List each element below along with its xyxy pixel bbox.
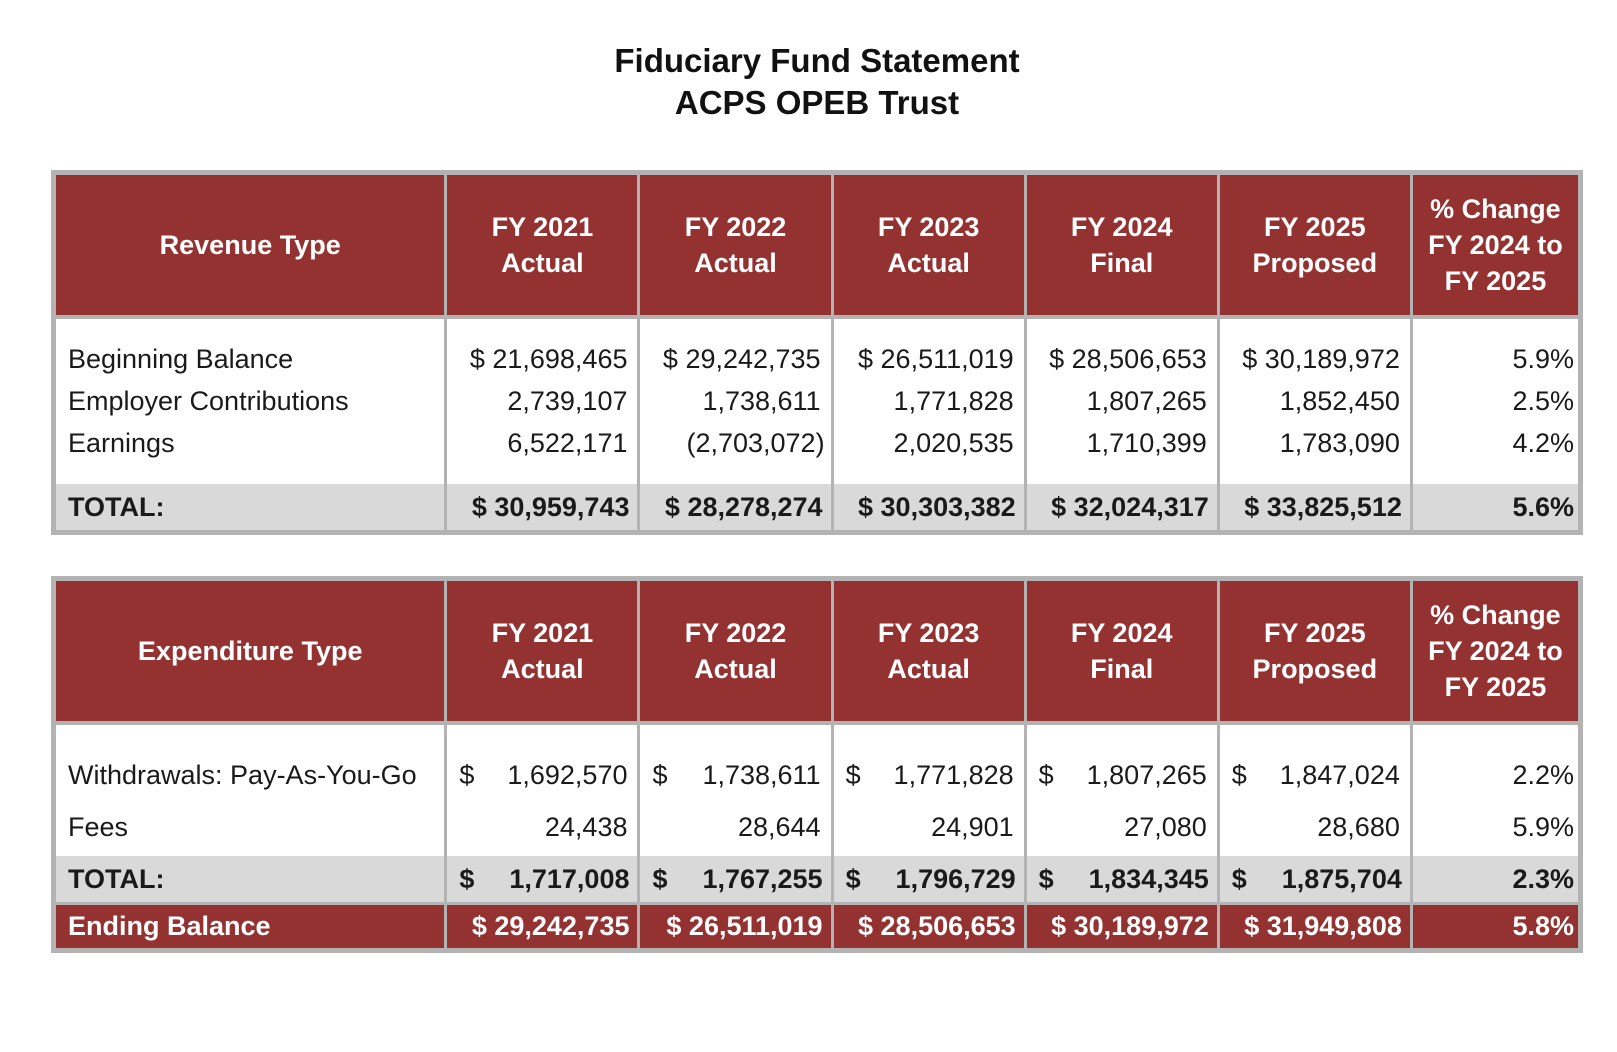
total-value: $ 1,834,345 [1027, 856, 1220, 902]
cell-value: $ 29,242,735 [640, 339, 833, 380]
col-header-fy2024: FY 2024 Final [1027, 175, 1220, 319]
total-value: $ 33,825,512 [1220, 484, 1413, 530]
table-row [56, 380, 1578, 422]
cell-value: 1,710,399 [1027, 422, 1220, 464]
dollar-sign: $ [1231, 863, 1247, 894]
dollar-sign: $ [1231, 759, 1247, 790]
cell-value: 28,644 [640, 799, 833, 856]
cell-value: $ 1,771,828 [834, 751, 1027, 799]
col-header-fy2021: FY 2021 Actual [447, 581, 640, 725]
total-value: $ 30,959,743 [447, 484, 640, 530]
cell-value: $ 1,847,024 [1220, 751, 1413, 799]
col-header-fy2021: FY 2021 Actual [447, 175, 640, 319]
ending-balance-row [56, 902, 1578, 948]
cell-value: 27,080 [1027, 799, 1220, 856]
row-label: Employer Contributions [56, 380, 447, 422]
cell-value: 2,739,107 [447, 380, 640, 422]
spacer-row [56, 464, 1578, 484]
cell-value: 2,020,535 [834, 422, 1027, 464]
total-pct: 2.3% [1413, 856, 1578, 902]
table-row [56, 339, 1578, 380]
total-label: TOTAL: [56, 856, 447, 902]
cell-pct: 5.9% [1512, 812, 1574, 842]
col-header-pct-change: % Change FY 2024 to FY 2025 [1413, 581, 1578, 725]
table-row [56, 799, 1578, 856]
expenditure-total-row [56, 856, 1578, 902]
col-header-fy2022: FY 2022 Actual [640, 581, 833, 725]
cell-value: $ 28,506,653 [1027, 339, 1220, 380]
dollar-sign: $ [459, 759, 475, 790]
total-value: $ 1,796,729 [834, 856, 1027, 902]
revenue-total-row [56, 484, 1578, 530]
dollar-sign: $ [459, 863, 475, 894]
statement-title-block [0, 40, 1617, 124]
col-header-fy2023: FY 2023 Actual [834, 581, 1027, 725]
col-header-pct-change: % Change FY 2024 to FY 2025 [1413, 175, 1578, 319]
cell-pct: 5.9% [1512, 344, 1574, 374]
spacer-row [56, 725, 1578, 751]
cell-value: $ 1,807,265 [1027, 751, 1220, 799]
col-header-fy2024: FY 2024 Final [1027, 581, 1220, 725]
expenditure-table [51, 576, 1583, 953]
total-value: $ 1,875,704 [1220, 856, 1413, 902]
row-label: Beginning Balance [56, 339, 447, 380]
dollar-sign: $ [1038, 759, 1054, 790]
cell-value: $ 1,738,611 [640, 751, 833, 799]
cell-value: (2,703,072) [640, 422, 833, 464]
total-value: $ 1,767,255 [640, 856, 833, 902]
dollar-sign: $ [845, 863, 861, 894]
revenue-type-header: Revenue Type [56, 175, 447, 319]
total-label: TOTAL: [56, 484, 447, 530]
cell-value: 1,783,090 [1220, 422, 1413, 464]
page-subtitle: ACPS OPEB Trust [674, 84, 960, 121]
ending-balance-label: Ending Balance [56, 902, 447, 948]
expenditure-header-row [56, 581, 1578, 725]
total-pct: 5.6% [1413, 484, 1578, 530]
revenue-table [51, 170, 1583, 535]
total-value: $ 30,303,382 [834, 484, 1027, 530]
cell-value: 1,771,828 [834, 380, 1027, 422]
cell-value: 1,852,450 [1220, 380, 1413, 422]
dollar-sign: $ [652, 759, 668, 790]
page-title: Fiduciary Fund Statement [614, 42, 1020, 79]
col-header-fy2023: FY 2023 Actual [834, 175, 1027, 319]
dollar-sign: $ [845, 759, 861, 790]
col-header-fy2025: FY 2025 Proposed [1220, 175, 1413, 319]
cell-value: 1,807,265 [1027, 380, 1220, 422]
row-label: Fees [56, 799, 447, 856]
cell-pct: 4.2% [1512, 427, 1574, 458]
cell-value: 28,680 [1220, 799, 1413, 856]
cell-value: $ 1,692,570 [447, 751, 640, 799]
cell-value: 24,901 [834, 799, 1027, 856]
revenue-header-row [56, 175, 1578, 319]
table-row [56, 751, 1578, 799]
total-value: $ 28,278,274 [640, 484, 833, 530]
col-header-fy2025: FY 2025 Proposed [1220, 581, 1413, 725]
col-header-fy2022: FY 2022 Actual [640, 175, 833, 319]
total-value: $ 32,024,317 [1027, 484, 1220, 530]
dollar-sign: $ [652, 863, 668, 894]
dollar-sign: $ [1038, 863, 1054, 894]
table-row [56, 422, 1578, 464]
ending-value: $ 29,242,735 [447, 902, 640, 948]
cell-value: $ 21,698,465 [447, 339, 640, 380]
expenditure-type-header: Expenditure Type [56, 581, 447, 725]
ending-value: $ 31,949,808 [1220, 902, 1413, 948]
ending-value: $ 28,506,653 [834, 902, 1027, 948]
row-label: Withdrawals: Pay-As-You-Go [56, 751, 447, 799]
ending-value: $ 30,189,972 [1027, 902, 1220, 948]
total-value: $ 1,717,008 [447, 856, 640, 902]
cell-value: $ 26,511,019 [834, 339, 1027, 380]
ending-value: $ 26,511,019 [640, 902, 833, 948]
cell-value: 1,738,611 [640, 380, 833, 422]
cell-pct: 2.5% [1512, 385, 1574, 416]
ending-pct: 5.8% [1413, 902, 1578, 948]
cell-value: 24,438 [447, 799, 640, 856]
cell-pct: 2.2% [1512, 759, 1574, 790]
cell-value: $ 30,189,972 [1220, 339, 1413, 380]
spacer-row [56, 319, 1578, 339]
row-label: Earnings [56, 422, 447, 464]
cell-value: 6,522,171 [447, 422, 640, 464]
